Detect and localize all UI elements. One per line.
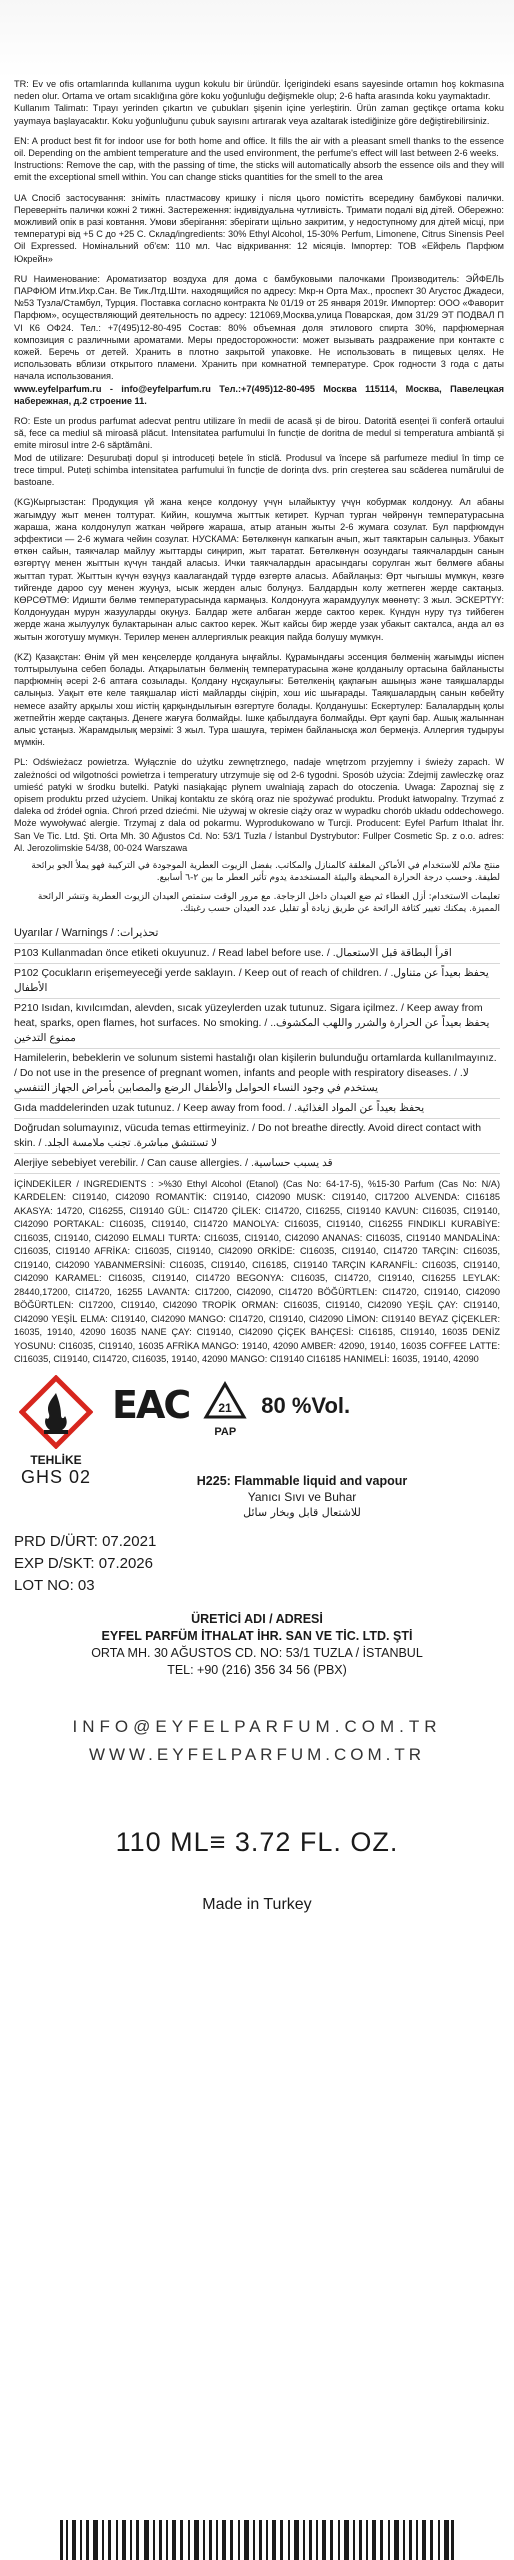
contact-email: INFO@EYFELPARFUM.COM.TR xyxy=(72,1716,442,1736)
batch-info xyxy=(0,1521,514,1597)
contact-website: WWW.EYFELPARFUM.COM.TR xyxy=(88,1744,426,1764)
manufacturer-block xyxy=(0,1611,514,1679)
ghs-pictogram xyxy=(14,1375,98,1488)
eac-mark-icon: EAC xyxy=(112,1382,190,1427)
warnings-title: Uyarılar / Warnings / :تحذيرات xyxy=(14,924,500,944)
expiry-date: EXP D/SKT: 07.2026 xyxy=(14,1554,153,1572)
hazard-ar-line: للاشتعال قابل وبخار سائل xyxy=(243,1505,361,1519)
flame-hazard-icon xyxy=(19,1375,93,1449)
multilingual-description xyxy=(0,78,514,854)
usage-ar: تعليمات الاستخدام: أزل الغطاء ثم ضع العيدان داخل الزجاجة. مع مرور الوقت ستمتص العيدان الزيوت العطرية وتنشر الرائحة المميزة. يمكنك تغيير كثافة الرائحة عن طريق زيادة أو تقليل عدد العيدان حسب رغبتك. xyxy=(37,891,500,915)
description-ar: منتج ملائم للاستخدام في الأماكن المغلقة كالمنازل والمكاتب. بفضل الزيوت العطرية الموجودة في التركيبة فهو يملأ الجو برائحة لطيفة. وحسب درجة الحرارة المحيطة والبيئة المستخدمة يدوم تأثير العطر ما بين ٢-٦ أسابيع. xyxy=(31,860,500,884)
description-kg: (KG)Кыргызстан: Продукция үй жана кеңсе колдонуу үчүн ылайыктуу үчүн кобурмак колдонуу. Ал абаны жагымдуу жыт менен толтурат. Кийин, кошумча жыттык кетирет. Курчап турган чөйрөнүн температурасына жараша, жана колдонулуп жаткан чөйрөгө жараша, атыр атанын жыты 2-6 жумага созулат. Бул парфюмдүн эффектиси — 2-6 жумага чейин созулат. НУСКАМА: Бөтөлкөнүн капкагын ачып, жыт таяктарын салыңыз. Убакыт өткөн сайын, таякчалар майлуу жыттарды сиңирип, жыт таратат. Бөтөлкөнүн оозундагы таякчалардын санын өзгөртүү менен жыттын күчүн тандай аласыз. Ички таякчалардын арасындагы сорулган жыт бөлмөгө абаны жыттап турат. Жыттын күчүн өзүңүз каалагандай түрдө өзгөртө аласыз. Абайлаңыз: Өрт чыгышы мүмкүн, көзгө тийгенде дароо суу менен жууңуз, ысык жерден алыс болуңуз. Балдардын колу жетпеген жерде сактаңыз. КӨРСӨТМӨ: Идишти бөлмө температурасында кармаңыз. Колдонууга жарамдуулук мөөнөтү: 3 жыл. ЭСКЕРТҮҮ: Колдонуудан мурун жазууларды окуңуз. Балдар жете албаган жерде сактоо керек. Күндүн нуру түз тийбеген жерде жана жылуулук булактарынан алыс сактоо керек. Жыт кайсы бир жерде узак убакыт сакталса, анда ал өз жытын жоготушу мүмкүн. Терилер менен аллергиялык реакция пайда болушу мүмкүн. xyxy=(14,497,504,642)
recycle-symbol xyxy=(203,1381,247,1438)
usage-tr: Kullanım Talimatı: Tıpayı yerinden çıkartın ve çubukları şişenin içine yerleştirin. Ürün zaman geçtikçe ortama koku yaymaya başlayacaktır. Koku yoğunluğunu çubuk sayısını artırarak veya azaltarak istediğinize göre değiştirebilirsiniz. xyxy=(14,103,504,126)
net-volume: 110 ML≡ 3.72 FL. OZ. xyxy=(115,1826,399,1857)
ingredients-list: İÇİNDEKİLER / INGREDIENTS : >%30 Ethyl Alcohol (Etanol) (Cas No: 64-17-5), %15-30 Parfum (Cas No: N/A) KARDELEN: Cl19140, Cl42090 ROMANTİK: Cl19140, Cl42090 MUSK: Cl19140, Cl17200 ALVENDA: Cl16185 AKASYA: 14720, Cl16255, Cl19140 GÜL: Cl14720 ÇİLEK: Cl14720, Cl16255, Cl19140 KAVUN: Cl16035, Cl19140, Cl42090 PORTAKAL: Cl16035, Cl19140, Cl14720 MANOLYA: Cl16035, Cl19140, Cl16255 FINDIKLI KURABİYE: Cl16035, Cl19140, Cl42090 ELMALI TURTA: Cl16035, Cl19140, Cl42090 ANANAS: Cl16035, Cl19140 MANDALİNA: Cl16035, Cl19140 AFRİKA: Cl16035, Cl19140, Cl42090 ORKİDE: Cl16035, Cl19140, Cl14720 TARÇIN: Cl16035, Cl19140, Cl42090 YABANMERSİNİ: Cl16035, Cl19140, Cl16185, Cl19140 TARÇIN KARANFİL: Cl16035, Cl19140, Cl42090 KARAMEL: Cl16035, Cl19140, Cl14720 BEGONYA: Cl16035, Cl14720, Cl19140, Cl16255 LEYLAK: 28440,17200, Cl14720, 16255 LAVANTA: Cl17200, Cl42090, Cl14720 BÖĞÜRTLEN: Cl14720, Cl19140, Cl42090 BÖĞÜRTLEN: Cl17200, Cl19140, Cl42090 TROPİK ORMAN: Cl16035, Cl19140, Cl42090 YEŞİL ÇAY: Cl19140, Cl42090 YEŞİL ELMA: Cl19140, Cl42090 MANGO: Cl14720, Cl19140, Cl42090 LİMON: Cl19140 BEYAZ ÇİÇEKLER: 16035, 19140, 42090 16035 NANE ÇAY: Cl19140, Cl42090 ÇİÇEK BAHÇESİ: Cl16185, Cl19140, 16035 DENİZ YOSUNU: Cl16035, Cl19140, 16035 AFRİKA MANGO: 19140, 42090 AMBER: 42090, 19140, 16035 COFFEE LATTE: Cl16035, Cl19140, Cl14720, Cl16035, 19140, 42090 MANGO: Cl19140 Cl16185 HANIMELİ: 16035, 19140, 42090 xyxy=(14,1178,500,1365)
description-tr: TR: Ev ve ofis ortamlarında kullanıma uygun kokulu bir üründür. İçerigindeki esans sayesinde ortamın hoş kokmasına neden olur. Ortama ve ortam sıcaklığına göre koku yoğunluğu değişmekle olup; 2-6 hafta arasında koku yaymaktadır. xyxy=(14,79,504,102)
hazard-code-line: H225: Flammable liquid and vapour xyxy=(196,1473,408,1488)
warning-allergy: Alerjiye sebebiyet verebilir. / Can cause allergies. / .قد يسبب حساسية xyxy=(14,1154,500,1174)
description-ru: RU Наименование: Ароматизатор воздуха для дома с бамбуковыми палочками Производитель: ЭЙФЕЛЬ ПАРФЮМ Итм.Ихр.Сан. Ве Тик.Лтд.Шти. находящийся по адресу: Мкр-н Орта Мах., проспект 30 Агустос Джадеси, №53 Тузла/Стамбул, Турция. Поставка согласно контракта № 01/19 от 25 января 2019г. Импортер: ООО «Фаворит Парфюм», осуществляющий деятельность по адресу: 121069,Москва,улица Поварская, дом 31/29 ЭТ ПОДВАЛ П VI К6 ОФ24. Тел.: +7(495)12-80-495 Состав: 80% объемная доля этилового спирта 30%, парфюмерная композиция с различными ароматами. Меры предосторожности: может вызывать раздражение при контакте с кожей. Беречь от детей. Хранить в плотно закрытой упаковке. Не использовать в пищевых целях. Не использовать вблизи открытого пламени. Хранить при комнатной температуре. Срок годности 3 года с даты начала использования. xyxy=(14,273,504,382)
warning-p210: P210 Isıdan, kıvılcımdan, alevden, sıcak yüzeylerden uzak tutunuz. Sigara içilmez. / Keep away from heat, sparks, open flames, hot surfaces. No smoking. / .يحفظ بعيداً عن الحرارة والشرر واللهب المكشوف. ممنوع التدخين xyxy=(14,999,500,1049)
hazard-tr-line: Yanıcı Sıvı ve Buhar xyxy=(247,1489,357,1504)
arabic-description xyxy=(0,860,514,916)
description-kz: (KZ) Қазақстан: Өнім үй мен кеңселерде қолдануға ыңғайлы. Құрамындағы эссенция бөлменің жағымды иіспен толтырылуына себеп болады. Атқарылатын бөлменің температурасына және қолданылу ортасына байланысты парфюмнің әсері 2-6 аптаға созылады. Қолдану нұсқаулығы: Бөтелкенің қақпағын ашыңыз және таяқшаларды салыңыз. Уақыт өте келе таяқшалар иісті майларды сіңіріп, хош иіс шығарады. Таяқшалардың санын көбейту немесе азайту арқылы хош иістің қарқындылығын өзгертуге болады. Қолданушы: Ескертулер: Балалардың қолы жетпейтін жерде сақтаңыз. Денеге жағуға болмайды. Ішке қабылдауға болмайды. Өрт қаупі бар. Ашық жалыннан алыс ұстаңыз. Жарамдылық мерзімі: 3 жыл. Тура шашуға, терімен байланысқа жол бермеңіз. Аллергия тудыруы мүмкін. xyxy=(14,651,504,748)
manufacturer-phone: TEL: +90 (216) 356 34 56 (PBX) xyxy=(167,1662,347,1677)
description-en: EN: A product best fit for indoor use for both home and office. It fills the air with a pleasant smell thanks to the essence oil. Depending on the ambient temperature and the used environment, the perfume's effect will last between 2-6 weeks. xyxy=(14,135,504,159)
usage-ro: Mod de utilizare: Deșurubați dopul și introduceți bețele în sticlă. Produsul va începe să parfumeze mediul în timp ce trece timpul. Puteți schimba intensitatea parfumului în funcție de dorința dvs. prin creșterea sau scăderea numărului de bastoane. xyxy=(14,452,504,488)
recycle-icon xyxy=(203,1381,247,1421)
barcode-icon xyxy=(60,2520,454,2560)
description-pl: PL: Odświeżacz powietrza. Wyłącznie do użytku zewnętrznego, nadaje wnętrzom przyjemny i świeży zapach. W zależności od wilgotności powietrza i temperatury utrzymuje się od 2-6 tygodni. Sposób użycia: Zdejmij zawleczkę oraz umieść patyki w środku butelki. Patyki nasiąkając płynem uwalniają zapach do otoczenia. Uwaga: Zapoznaj się z opisem produktu przed użyciem. Unikaj kontaktu ze skórą oraz nie spożywać produktu. Produkt łatwopalny. Trzymać z daleka od źródeł ognia. Chroń przed dziećmi. Nie używaj w okresie ciąży oraz w wypadku chorób układu oddechowego. Może wywoływać alergie. Trzymaj z dala od pokarmu. Wyprodukowano w Turcji. Producent: Eyfel Parfum Ithalat İhr. San Ve Tic. Ltd. Şti. Orta Mh. 30 Ağustos Cd. No: 53/1 Tuzla / İstanbul Dystrybutor: Fullper Cosmetic Sp. z o.o. adres: Al. Jerozolimskie 54/38, 00-024 Warszawa xyxy=(14,757,504,853)
manufacturer-name: EYFEL PARFÜM İTHALAT İHR. SAN VE TİC. LTD. ŞTİ xyxy=(101,1628,413,1643)
country-of-origin: Made in Turkey xyxy=(202,1895,312,1913)
warning-pregnancy: Hamilelerin, bebeklerin ve solunum sistemi hastalığı olan kişilerin bulunduğu ortamlarda kullanılmayınız. / Do not use in the presence of pregnant women, infants and people with respiratory diseases. / .لا يستخدم في وجود النساء الحوامل والأطفال الرضع والمصابين بأمراض الجهاز التنفسي xyxy=(14,1049,500,1099)
ghs-signal-word: TEHLİKE xyxy=(30,1452,82,1467)
recycle-code: 21 xyxy=(218,1400,232,1415)
usage-en: Instructions: Remove the cap, with the passing of time, the sticks will automatically absorb the essence oils and they will emit the exceptional smell within. You can change sticks quantities for the smell to the area xyxy=(14,160,504,183)
production-date: PRD D/ÜRT: 07.2021 xyxy=(14,1532,157,1550)
manufacturer-address: ORTA MH. 30 AĞUSTOS CD. NO: 53/1 TUZLA / İSTANBUL xyxy=(91,1645,423,1660)
contact-ru: www.eyfelparfum.ru - info@eyfelparfum.ru Тел.:+7(495)12-80-495 Москва 115114, Москва, Павелецкая набережная, д.2 строение 11. xyxy=(14,383,504,406)
label-top-edge xyxy=(0,0,514,78)
lot-number: LOT NO: 03 xyxy=(14,1576,95,1594)
alcohol-volume: 80 %Vol. xyxy=(261,1392,351,1418)
ghs-code: GHS 02 xyxy=(20,1466,92,1487)
warning-food: Gıda maddelerinden uzak tutunuz. / Keep away from food. / .يحفظ بعيداً عن المواد الغذائية xyxy=(14,1099,500,1119)
recycle-label: PAP xyxy=(214,1425,237,1438)
manufacturer-title: ÜRETİCİ ADI / ADRESİ xyxy=(191,1611,323,1626)
description-ro: RO: Este un produs parfumat adecvat pentru utilizare în medii de acasă și de birou. Datorită esenței îi conferă ortaului să, fece ca mediul să miroasă plăcut. Intensitatea parfumului în funcție de doritna de medul si temperatura ambiantă și emite mirosul intre 2-6 săptămâni. xyxy=(14,416,504,451)
description-ua: UA Спосіб застосування: зніміть пластмасову кришку і після цього помістіть всередину бамбукові палички. Переверніть палички кожні 2 тижні. Застереження: індивідуальна чутливість. Тримати подалі від дітей. Обережно: можливий опік в разі ковтання. Умови зберігання: зберігати щільно закритим, у недоступному для дітей місці, при температурі від +5 С до +25 С. Склад/ingredients: 30% Ethyl Alcohol, 15-30% Perfum, Limonene, Citrus Sinensis Peel Oil Expressed. Номінальний об'єм: 110 мл. Час відкривання: 12 місяців. Імпортер: ТОВ «Ейфель Парфюм Юкрейн» xyxy=(14,192,504,264)
warning-p102: P102 Çocukların erişemeyeceği yerde saklayın. / Keep out of reach of children. / .يحفظ بعيداً عن متناول الأطفال xyxy=(14,964,500,999)
warning-inhale: Doğrudan solumayınız, vücuda temas ettirmeyiniz. / Do not breathe directly. Avoid direct contact with skin. / .لا تستنشق مباشرة. تجنب ملامسة الجلد xyxy=(14,1119,500,1154)
warnings-block xyxy=(0,924,514,1174)
warning-p103: P103 Kullanmadan önce etiketi okuyunuz. / Read label before use. / .اقرأ البطاقة قبل الاستعمال xyxy=(14,944,500,964)
